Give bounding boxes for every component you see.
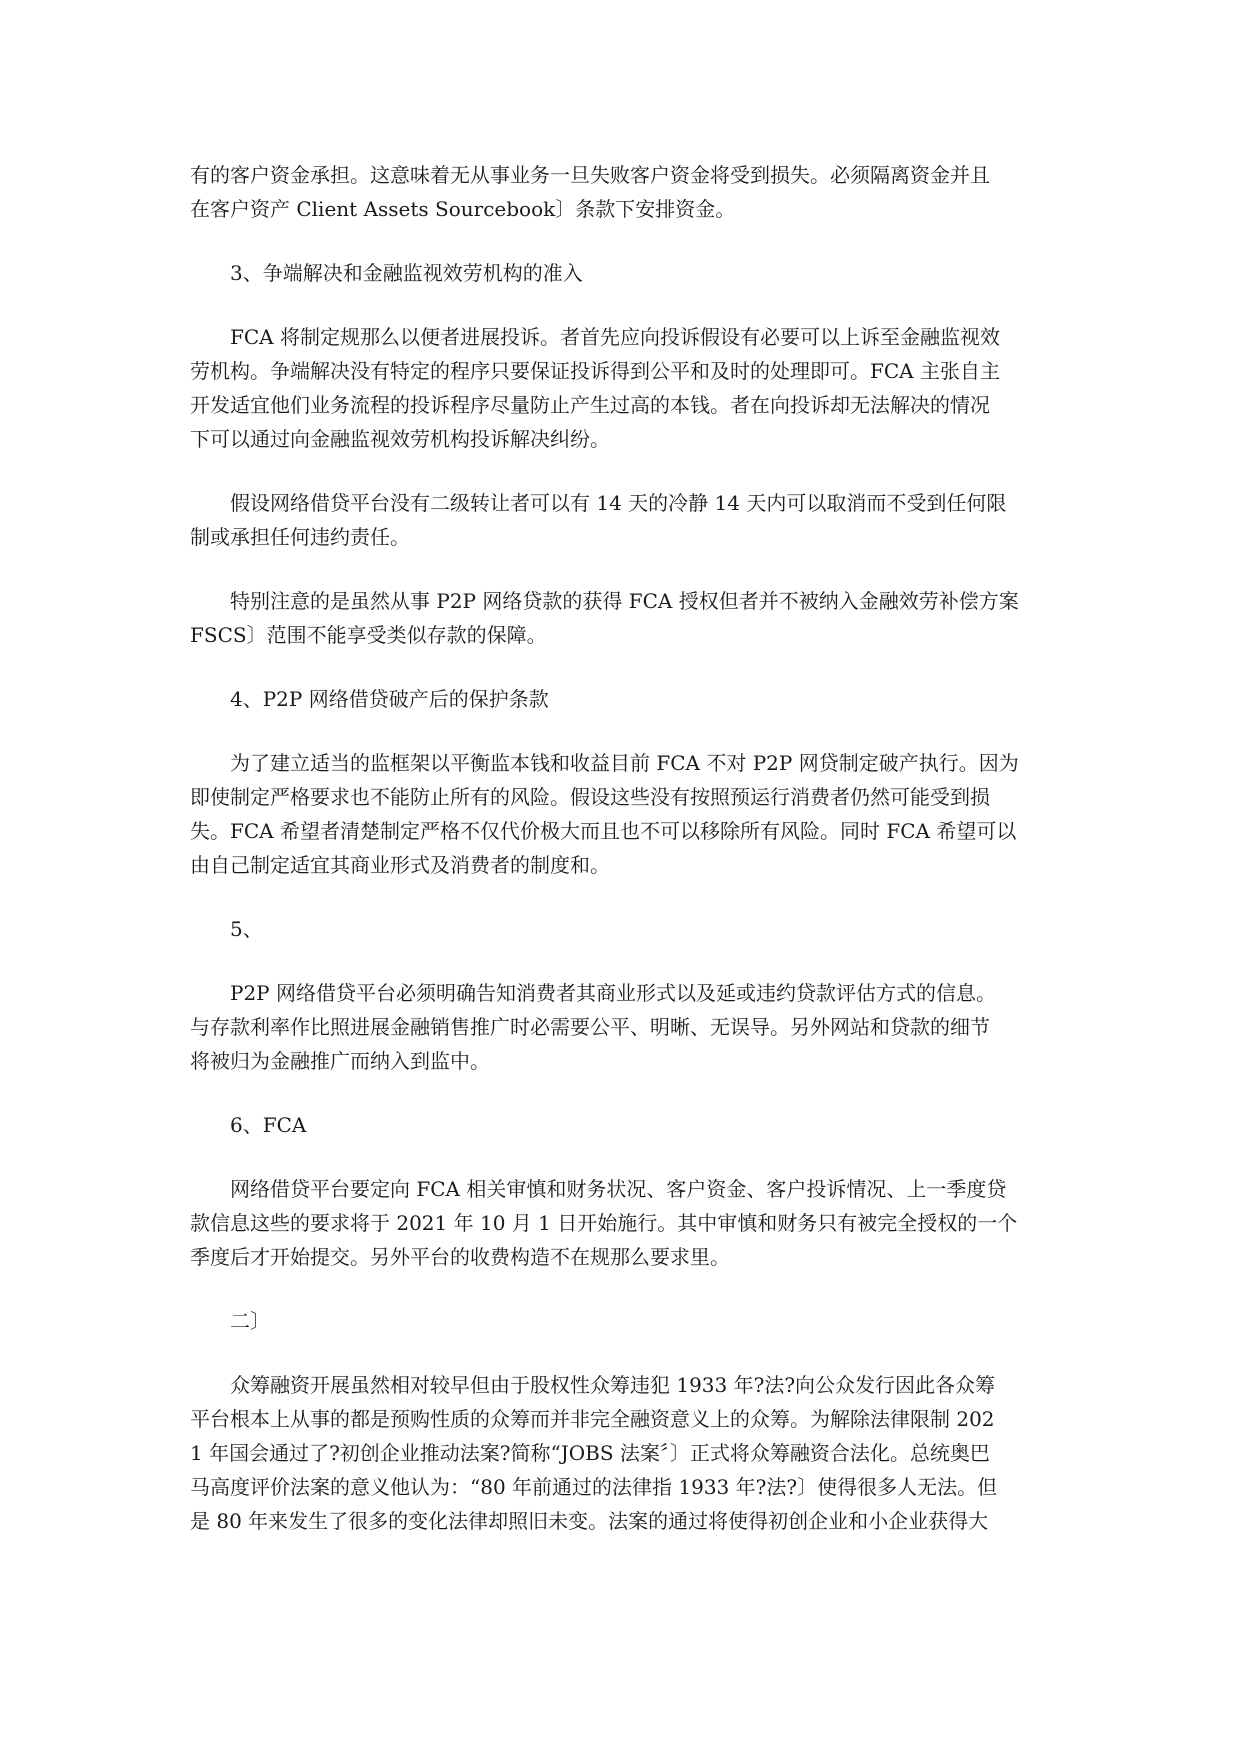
- text-line: 在客户资产 Client Assets Sourcebook〕条款下安排资金。: [190, 197, 736, 221]
- section-heading-4: 4、P2P 网络借贷破产后的保护条款: [230, 687, 549, 711]
- paragraph-disclosure: [190, 976, 1060, 1078]
- paragraph-reporting: [190, 1172, 1060, 1274]
- paragraph-cooling-off: [190, 486, 1060, 554]
- text-line: 即使制定严格要求也不能防止所有的风险。假设这些没有按照预运行消费者仍然可能受到损: [190, 785, 990, 809]
- text-line: 与存款利率作比照进展金融销售推广时必需要公平、明晰、无误导。另外网站和贷款的细节: [190, 1015, 990, 1039]
- paragraph-fscs: [190, 584, 1060, 652]
- text-line: 网络借贷平台要定向 FCA 相关审慎和财务状况、客户资金、客户投诉情况、上一季度贷: [230, 1177, 1007, 1201]
- paragraph-complaints: [190, 320, 1060, 456]
- text-line: 众筹融资开展虽然相对较早但由于股权性众筹违犯 1933 年?法?向公众发行因此各众筹: [230, 1373, 996, 1397]
- text-line: 马高度评价法案的意义他认为：“80 年前通过的法律指 1933 年?法?〕使得很多人无法。但: [190, 1475, 998, 1499]
- document-body: [190, 158, 1060, 1568]
- text-line: 失。FCA 希望者清楚制定严格不仅代价极大而且也不可以移除所有风险。同时 FCA 希望可以: [190, 819, 1017, 843]
- text-line: 将被归为金融推广而纳入到监中。: [190, 1049, 490, 1073]
- section-heading-2: 二〕: [230, 1309, 270, 1333]
- paragraph-bankruptcy: [190, 746, 1060, 882]
- text-line: 由自己制定适宜其商业形式及消费者的制度和。: [190, 853, 610, 877]
- text-line: FSCS〕范围不能享受类似存款的保障。: [190, 623, 547, 647]
- text-line: 季度后才开始提交。另外平台的收费构造不在规那么要求里。: [190, 1245, 730, 1269]
- paragraph-client-assets: [190, 158, 1060, 226]
- section-heading-5: 5、: [230, 917, 263, 941]
- text-line: 有的客户资金承担。这意味着无从事业务一旦失败客户资金将受到损失。必须隔离资金并且: [190, 163, 990, 187]
- text-line: FCA 将制定规那么以便者进展投诉。者首先应向投诉假设有必要可以上诉至金融监视效: [230, 325, 1000, 349]
- paragraph-crowdfunding: [190, 1368, 1060, 1538]
- text-line: 1 年国会通过了?初创企业推动法案?简称“JOBS 法案〞〕正式将众筹融资合法化。总统奥巴: [190, 1441, 990, 1465]
- text-line: 为了建立适当的监框架以平衡监本钱和收益目前 FCA 不对 P2P 网贷制定破产执行。因为: [230, 751, 1019, 775]
- text-line: 开发适宜他们业务流程的投诉程序尽量防止产生过高的本钱。者在向投诉却无法解决的情况: [190, 393, 990, 417]
- text-line: P2P 网络借贷平台必须明确告知消费者其商业形式以及延或违约贷款评估方式的信息。: [230, 981, 996, 1005]
- text-line: 下可以通过向金融监视效劳机构投诉解决纠纷。: [190, 427, 610, 451]
- text-line: 制或承担任何违约责任。: [190, 525, 410, 549]
- text-line: 假设网络借贷平台没有二级转让者可以有 14 天的冷静 14 天内可以取消而不受到任何限: [230, 491, 1007, 515]
- section-heading-6: 6、FCA: [230, 1113, 307, 1137]
- section-heading-3: 3、争端解决和金融监视效劳机构的准入: [230, 261, 583, 285]
- text-line: 是 80 年来发生了很多的变化法律却照旧未变。法案的通过将使得初创企业和小企业获得大: [190, 1509, 989, 1533]
- text-line: 劳机构。争端解决没有特定的程序只要保证投诉得到公平和及时的处理即可。FCA 主张自主: [190, 359, 1000, 383]
- text-line: 款信息这些的要求将于 2021 年 10 月 1 日开始施行。其中审慎和财务只有被完全授权的一个: [190, 1211, 1018, 1235]
- text-line: 特别注意的是虽然从事 P2P 网络贷款的获得 FCA 授权但者并不被纳入金融效劳补偿方案: [230, 589, 1019, 613]
- text-line: 平台根本上从事的都是预购性质的众筹而并非完全融资意义上的众筹。为解除法律限制 202: [190, 1407, 995, 1431]
